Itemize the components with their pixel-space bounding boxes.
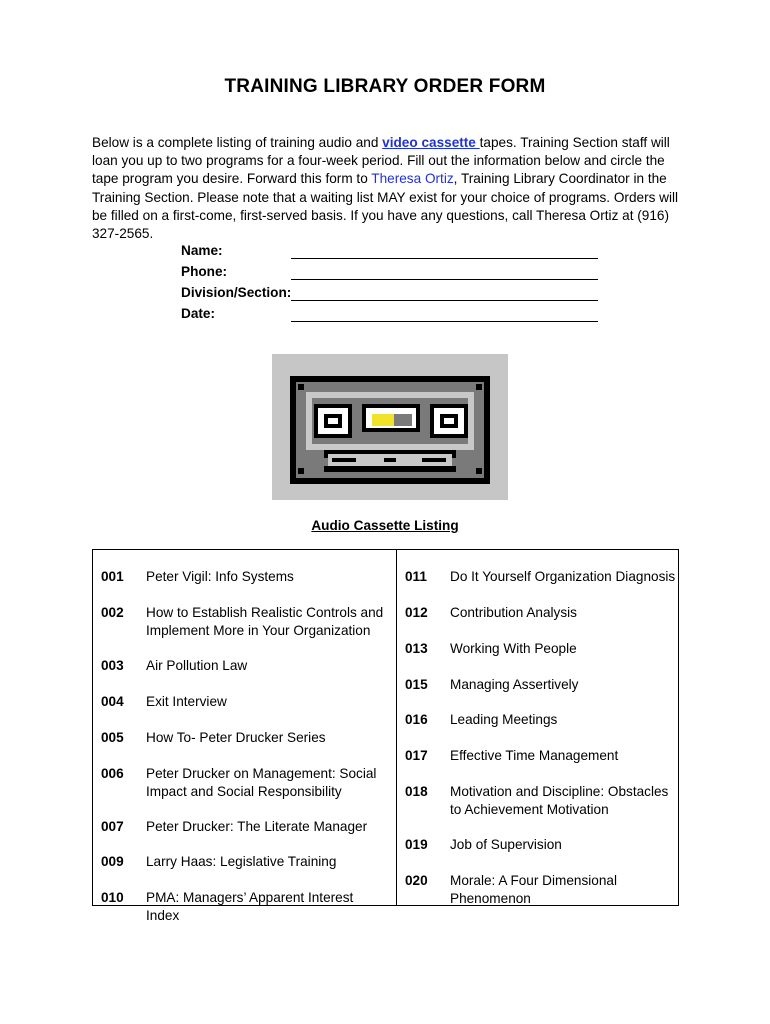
program-title: Morale: A Four Dimensional Phenomenon [450, 873, 617, 906]
program-title: Peter Drucker: The Literate Manager [146, 819, 368, 834]
program-title: How To- Peter Drucker Series [146, 730, 326, 745]
program-code: 001 [101, 569, 124, 584]
program-code: 007 [101, 819, 124, 834]
order-info-fields [181, 242, 601, 326]
program-title: Contribution Analysis [450, 605, 577, 620]
program-title: Larry Haas: Legislative Training [146, 854, 337, 869]
program-title: Air Pollution Law [146, 658, 248, 673]
program-title: How to Establish Realistic Controls and Implement More in Your Organization [146, 605, 384, 638]
program-title: Leading Meetings [450, 712, 558, 727]
program-title: PMA: Managers’ Apparent Interest Index [146, 890, 354, 923]
program-code: 012 [405, 605, 428, 620]
cassette-drawing [272, 354, 508, 500]
coordinator-name: Theresa Ortiz [371, 171, 454, 187]
program-code: 002 [101, 605, 124, 620]
audio-cassette-icon [272, 354, 508, 500]
cassette-listing-table [92, 549, 679, 923]
program-code: 020 [405, 873, 428, 888]
program-code: 004 [101, 694, 124, 709]
program-title: Effective Time Management [450, 748, 619, 763]
program-code: 009 [101, 854, 124, 869]
column-divider [396, 550, 397, 905]
program-code: 006 [101, 766, 124, 781]
phone-field-row [181, 263, 601, 284]
program-title: Job of Supervision [450, 837, 562, 852]
program-code: 018 [405, 784, 428, 799]
program-code: 005 [101, 730, 124, 745]
program-title: Exit Interview [146, 694, 227, 709]
intro-text-3: , Training Library Coordinator in the Training Section. Please note that a waiting list MAY exist for your choice of programs. Orders will be filled on a first-come, first-served basis. If you have any questions, call Theresa Ortiz at (916) 327-2565. [92, 171, 679, 242]
program-code: 017 [405, 748, 428, 763]
date-field[interactable] [291, 321, 598, 322]
division-section-field-row [181, 284, 601, 305]
program-code: 013 [405, 641, 428, 656]
program-code: 016 [405, 712, 428, 727]
program-title: Working With People [450, 641, 577, 656]
phone-label: Phone: [181, 264, 228, 279]
date-field-row [181, 305, 601, 326]
name-field-row [181, 242, 601, 263]
program-title: Motivation and Discipline: Obstacles to Achievement Motivation [450, 784, 669, 817]
date-label: Date: [181, 306, 215, 321]
intro-text-2: tapes. Training Section staff will loan you up to two programs for a four-week period. Fill out the information below and circle the tape program you desire. Forward this form to [92, 135, 670, 187]
program-code: 019 [405, 837, 428, 852]
video-cassette-link[interactable]: video cassette [382, 135, 480, 150]
program-code: 003 [101, 658, 124, 673]
program-code: 015 [405, 677, 428, 692]
intro-paragraph [92, 134, 692, 243]
division-section-label: Division/Section: [181, 285, 292, 300]
program-code: 010 [101, 890, 124, 905]
name-field[interactable] [291, 258, 598, 259]
intro-text-1: Below is a complete listing of training audio and [92, 135, 383, 150]
division-section-field[interactable] [291, 300, 598, 301]
phone-field[interactable] [291, 279, 598, 280]
program-code: 011 [405, 569, 427, 584]
listing-heading: Audio Cassette Listing [311, 518, 459, 533]
program-title: Do It Yourself Organization Diagnosis [450, 569, 676, 584]
program-title: Peter Vigil: Info Systems [146, 569, 294, 584]
page-title: TRAINING LIBRARY ORDER FORM [224, 76, 546, 97]
program-title: Managing Assertively [450, 677, 579, 692]
name-label: Name: [181, 243, 223, 258]
program-title: Peter Drucker on Management: Social Impact and Social Responsibility [146, 766, 377, 799]
